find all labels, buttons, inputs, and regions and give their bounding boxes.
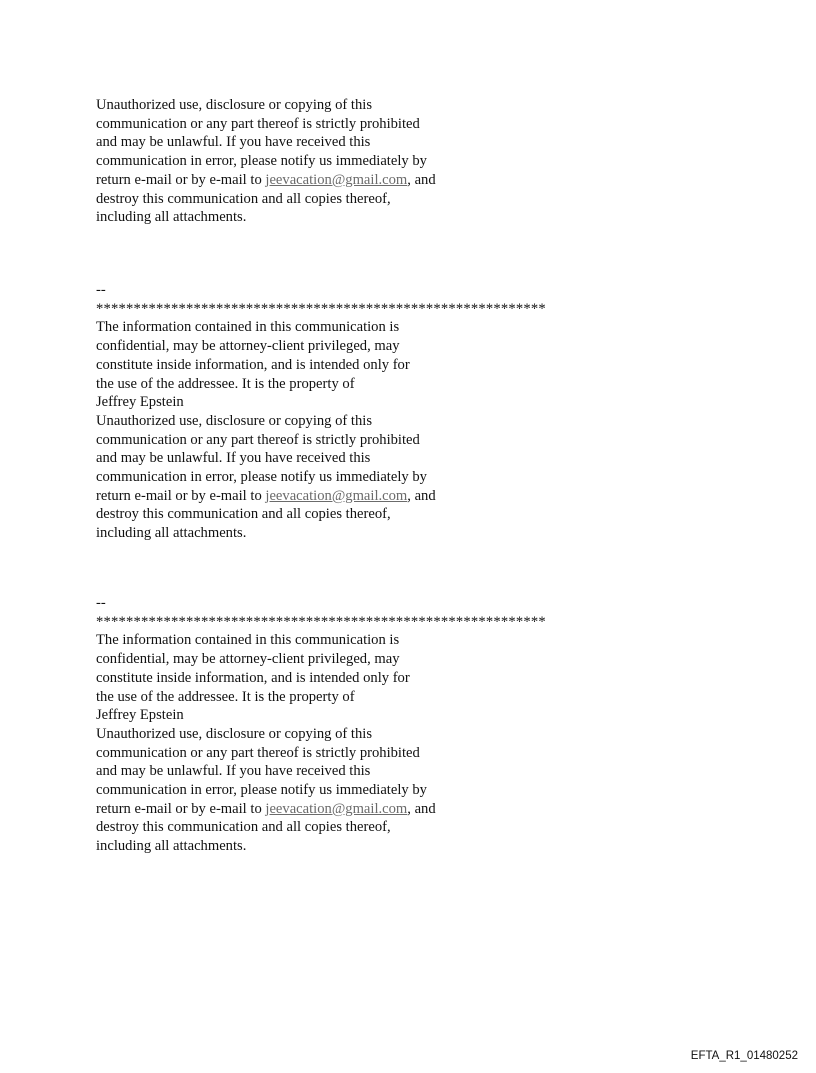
disclaimer-line: confidential, may be attorney-client privileged, may [96, 338, 400, 355]
disclaimer-line: including all attachments. [96, 525, 247, 542]
disclaimer-line: The information contained in this communication is [96, 319, 400, 336]
disclaimer-line: confidential, may be attorney-client privileged, may [96, 651, 400, 668]
document-id: EFTA_R1_01480252 [690, 1050, 798, 1062]
disclaimer-line: communication or any part thereof is strictly prohibited [96, 431, 420, 448]
return-email-line [96, 171, 436, 190]
disclaimer-line: communication or any part thereof is strictly prohibited [96, 115, 420, 132]
disclaimer-line: constitute inside information, and is intended only for [96, 669, 410, 686]
signature-dash: -- [96, 282, 106, 298]
return-email-prefix: return e-mail or by e-mail to [96, 800, 266, 817]
disclaimer-line: the use of the addressee. It is the property of [96, 688, 355, 705]
disclaimer-line: communication in error, please notify us immediately by [96, 153, 427, 170]
disclaimer-line: destroy this communication and all copies thereof, [96, 190, 391, 207]
disclaimer-line: and may be unlawful. If you have received this [96, 450, 371, 467]
return-email-line [96, 487, 546, 506]
return-email-suffix: , and [407, 487, 436, 504]
email-link[interactable]: jeevacation@gmail.com [265, 800, 408, 817]
separator-stars: ************************************************************ [96, 613, 546, 630]
disclaimer-line: including all attachments. [96, 209, 247, 226]
email-link[interactable]: jeevacation@gmail.com [265, 487, 408, 504]
disclaimer-line: communication in error, please notify us immediately by [96, 469, 427, 486]
return-email-suffix: , and [407, 800, 436, 817]
email-link[interactable]: jeevacation@gmail.com [265, 171, 408, 188]
return-email-prefix: return e-mail or by e-mail to [96, 171, 266, 188]
disclaimer-line: Unauthorized use, disclosure or copying of this [96, 725, 373, 742]
disclaimer-line: The information contained in this communication is [96, 632, 400, 649]
disclaimer-line: and may be unlawful. If you have received this [96, 134, 371, 151]
return-email-line [96, 800, 546, 819]
disclaimer-line: including all attachments. [96, 838, 247, 855]
disclaimer-line: and may be unlawful. If you have received this [96, 763, 371, 780]
disclaimer-block-3 [96, 594, 546, 856]
disclaimer-block-1 [96, 96, 436, 227]
return-email-suffix: , and [407, 171, 436, 188]
disclaimer-line: Jeffrey Epstein [96, 394, 184, 411]
disclaimer-line: constitute inside information, and is intended only for [96, 356, 410, 373]
disclaimer-line: Unauthorized use, disclosure or copying of this [96, 412, 373, 429]
disclaimer-line: Jeffrey Epstein [96, 707, 184, 724]
separator-stars: ************************************************************ [96, 300, 546, 317]
disclaimer-line: communication or any part thereof is strictly prohibited [96, 744, 420, 761]
disclaimer-line: Unauthorized use, disclosure or copying of this [96, 97, 373, 113]
disclaimer-line: destroy this communication and all copies thereof, [96, 819, 391, 836]
disclaimer-line: destroy this communication and all copies thereof, [96, 506, 391, 523]
return-email-prefix: return e-mail or by e-mail to [96, 487, 266, 504]
disclaimer-line: the use of the addressee. It is the property of [96, 375, 355, 392]
signature-dash: -- [96, 595, 106, 611]
disclaimer-line: communication in error, please notify us immediately by [96, 782, 427, 799]
disclaimer-block-2 [96, 281, 546, 543]
